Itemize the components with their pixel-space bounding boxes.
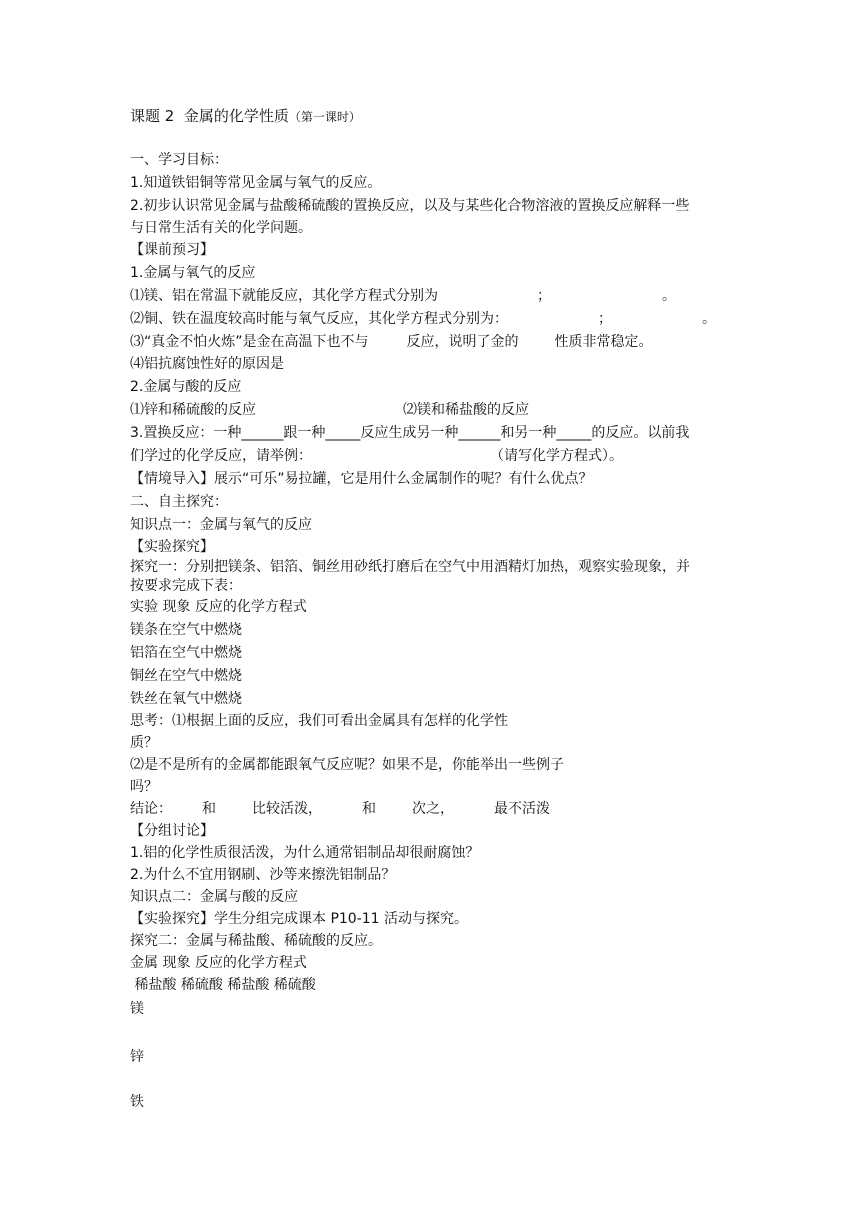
page-title (130, 106, 361, 127)
think-1-line-2: 质？ (130, 735, 158, 751)
experiment-2-text: 学生分组完成课本 P10-11 活动与探究。 (214, 911, 469, 927)
think-1-line-1: 思考：⑴根据上面的反应，我们可看出金属具有怎样的化学性 (130, 713, 508, 729)
group-question-1: 1.铝的化学性质很活泼，为什么通常铝制品却很耐腐蚀？ (130, 845, 480, 861)
conclusion (130, 799, 550, 819)
preview-3-line-2 (130, 446, 623, 466)
section-heading-goals: 一、学习目标： (130, 152, 228, 168)
goal-2-line-1: 2.初步认识常见金属与盐酸稀硫酸的置换反应，以及与某些化合物溶液的置换反应解释一些 (130, 198, 690, 214)
table-2-row: 锌 (130, 1049, 144, 1065)
conclusion-active: 比较活泼， (252, 801, 322, 817)
preview-2-heading: 2.金属与酸的反应 (130, 379, 242, 395)
conclusion-least: 最不活泼 (494, 801, 550, 817)
experiment-1-line-1: 探究一：分别把镁条、铝箔、铜丝用砂纸打磨后在空气中用酒精灯加热，观察实验现象，并 (130, 559, 690, 575)
experiment-2-label: 【实验探究】 (130, 911, 214, 927)
table-2-row: 镁 (130, 1001, 144, 1017)
title-main: 课题 2 金属的化学性质 (130, 107, 289, 125)
conclusion-label: 结论： (130, 801, 172, 817)
experiment-2 (130, 909, 468, 929)
preview-1-heading: 1.金属与氧气的反应 (130, 265, 256, 281)
table-1-row: 镁条在空气中燃烧 (130, 622, 242, 638)
experiment-2-desc: 探究二：金属与稀盐酸、稀硫酸的反应。 (130, 933, 382, 949)
table-2-row: 铁 (130, 1094, 144, 1110)
group-question-2: 2.为什么不宜用钢刷、沙等来擦洗铝制品？ (130, 867, 396, 883)
preview-1-1-text: ⑴镁、铝在常温下就能反应，其化学方程式分别为 (130, 288, 438, 304)
knowledge-1-heading: 知识点一：金属与氧气的反应 (130, 517, 312, 533)
preview-1-4: ⑷铝抗腐蚀性好的原因是 (130, 356, 284, 372)
table-1-row: 铁丝在氧气中燃烧 (130, 691, 242, 707)
preview-1-3 (130, 332, 653, 352)
table-2-subheader: 稀盐酸 稀硫酸 稀盐酸 稀硫酸 (130, 977, 316, 993)
preview-heading: 【课前预习】 (130, 242, 214, 258)
preview-3-note: （请写化学方程式）。 (490, 448, 623, 464)
think-2-line-1: ⑵是不是所有的金属都能跟氧气反应呢？如果不是，你能举出一些例子 (130, 757, 564, 773)
preview-1-2-text: ⑵铜、铁在温度较高时能与氧气反应，其化学方程式分别为： (130, 311, 508, 327)
intro-text: 【情境导入】展示“可乐”易拉罐，它是用什么金属制作的呢？有什么优点？ (130, 471, 593, 487)
preview-2-1: ⑴锌和稀硫酸的反应 (130, 402, 256, 418)
table-1-header: 实验 现象 反应的化学方程式 (130, 599, 307, 615)
section-heading-explore: 二、自主探究： (130, 494, 228, 510)
preview-1-2 (130, 309, 716, 329)
experiment-heading-1: 【实验探究】 (130, 539, 214, 555)
conclusion-next: 次之， (412, 801, 454, 817)
separator: ； (537, 288, 551, 304)
table-1-row: 铝箔在空气中燃烧 (130, 645, 242, 661)
preview-1-3-text-b: 反应，说明了金的 (406, 334, 519, 350)
preview-2-2: ⑵镁和稀盐酸的反应 (403, 402, 529, 418)
conclusion-and: 和 (362, 801, 376, 817)
table-2-header: 金属 现象 反应的化学方程式 (130, 955, 307, 971)
preview-1-3-text-c: 性质非常稳定。 (554, 334, 653, 350)
knowledge-2-heading: 知识点二：金属与酸的反应 (130, 889, 298, 905)
table-1-row: 铜丝在空气中燃烧 (130, 668, 242, 684)
preview-3-line-1: 3.置换反应：一种______跟一种_____反应生成另一种______和另一种_____的反应。以前我 (130, 425, 690, 441)
experiment-1-line-2: 按要求完成下表： (130, 578, 242, 594)
group-discussion-heading: 【分组讨论】 (130, 823, 214, 839)
preview-1-1 (130, 286, 676, 306)
end-mark: 。 (702, 311, 716, 327)
end-mark: 。 (662, 288, 676, 304)
preview-1-3-text-a: ⑶“真金不怕火炼”是金在高温下也不与 (130, 334, 369, 350)
think-2-line-2: 吗？ (130, 779, 158, 795)
goal-1: 1.知道铁铝铜等常见金属与氧气的反应。 (130, 175, 382, 191)
preview-2-items (130, 400, 529, 420)
conclusion-and: 和 (202, 801, 216, 817)
goal-2-line-2: 与日常生活有关的化学问题。 (130, 220, 312, 236)
separator: ； (598, 311, 612, 327)
preview-3-text: 们学过的化学反应，请举例： (130, 448, 312, 464)
title-sub: （第一课时） (288, 110, 361, 124)
